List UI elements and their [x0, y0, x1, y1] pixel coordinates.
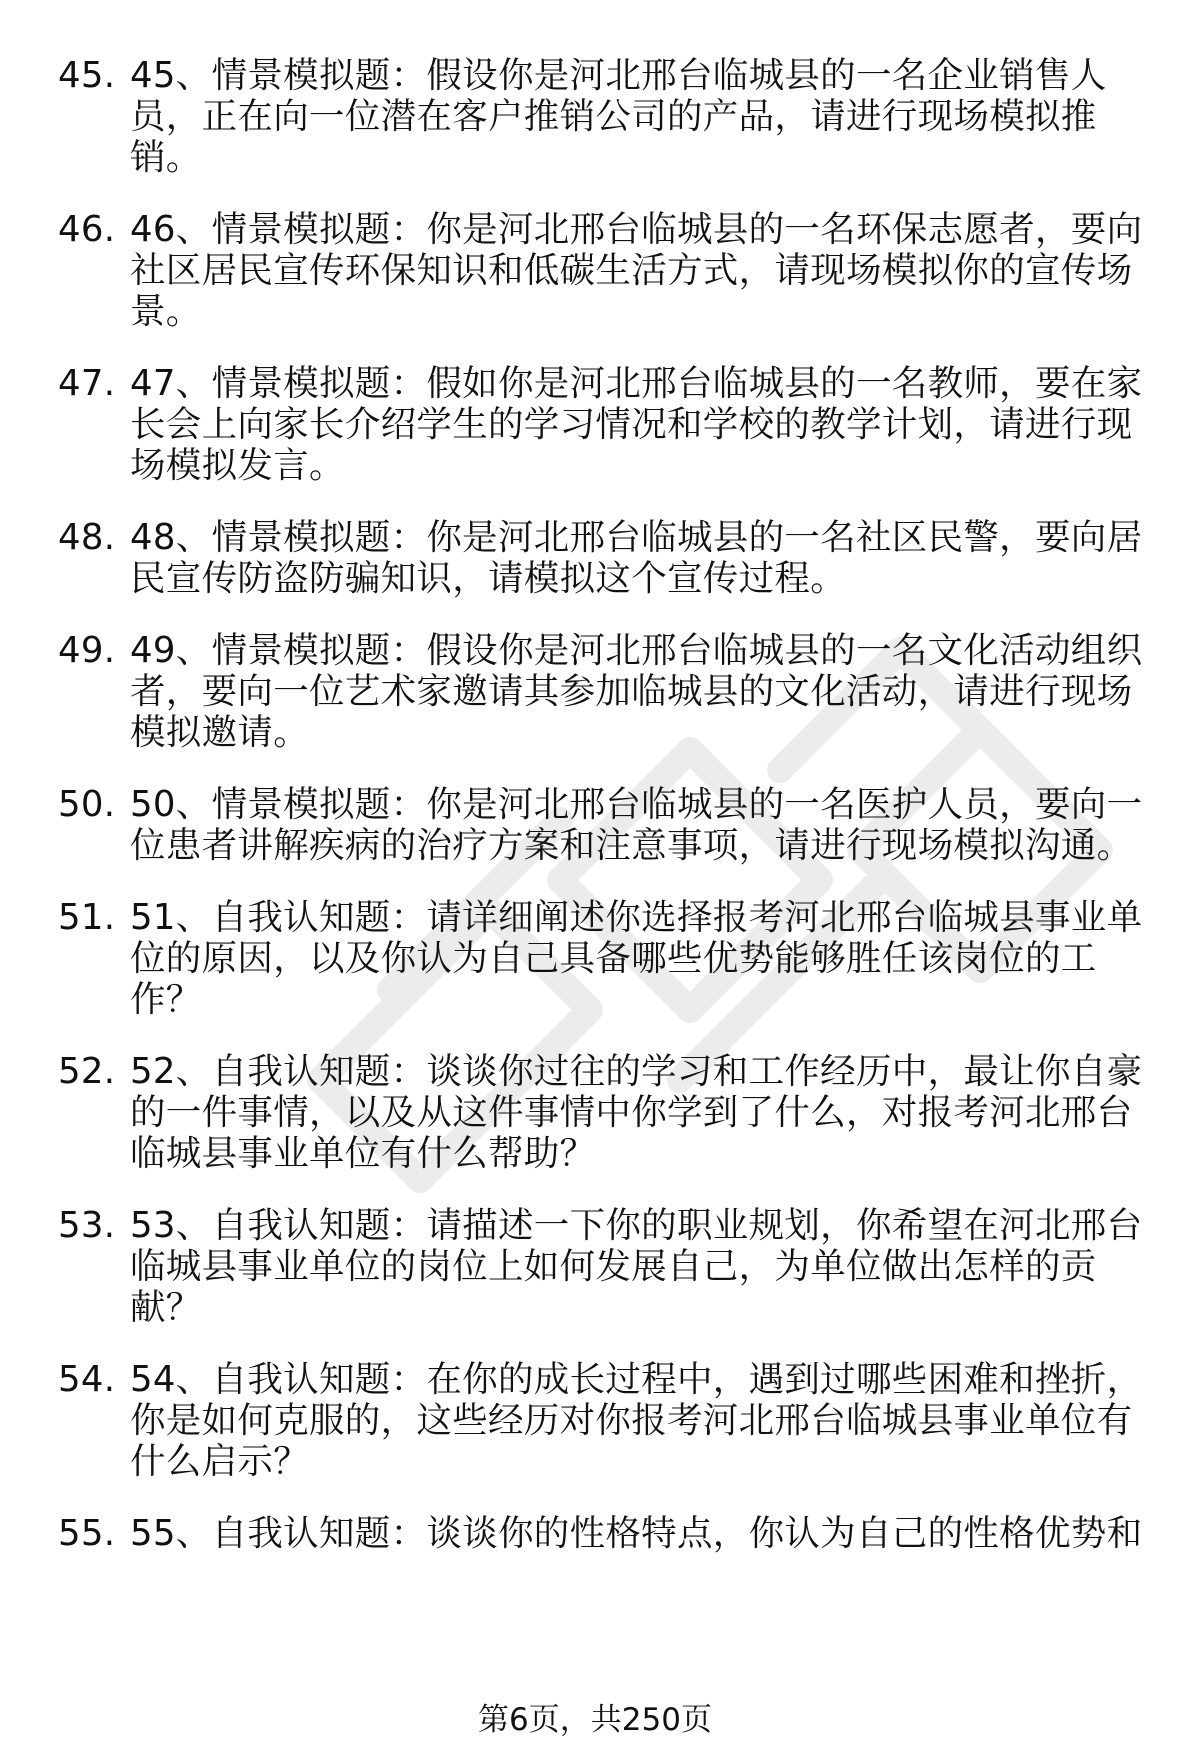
- item-number: 51.: [58, 897, 116, 938]
- list-item: [58, 897, 1148, 1020]
- item-number: 50.: [58, 784, 116, 825]
- item-number: 45.: [58, 55, 116, 96]
- item-text: 47、情景模拟题：假如你是河北邢台临城县的一名教师，要在家长会上向家长介绍学生的学习情况和学校的教学计划，请进行现场模拟发言。: [130, 363, 1143, 486]
- item-number: 53.: [58, 1205, 116, 1246]
- item-number: 54.: [58, 1359, 116, 1400]
- question-list: [58, 55, 1148, 1585]
- item-number: 48.: [58, 517, 116, 558]
- list-item: [58, 363, 1148, 486]
- list-item: [58, 1205, 1148, 1328]
- list-item: [58, 517, 1148, 599]
- item-text: 45、情景模拟题：假设你是河北邢台临城县的一名企业销售人员，正在向一位潜在客户推销公司的产品，请进行现场模拟推销。: [130, 55, 1107, 178]
- item-text: 48、情景模拟题：你是河北邢台临城县的一名社区民警，要向居民宣传防盗防骗知识，请模拟这个宣传过程。: [130, 517, 1143, 599]
- item-number: 52.: [58, 1051, 116, 1092]
- item-number: 55.: [58, 1513, 116, 1554]
- item-number: 47.: [58, 363, 116, 404]
- item-number: 46.: [58, 209, 116, 250]
- item-text: 55、自我认知题：谈谈你的性格特点，你认为自己的性格优势和: [130, 1513, 1143, 1554]
- item-text: 50、情景模拟题：你是河北邢台临城县的一名医护人员，要向一位患者讲解疾病的治疗方案和注意事项，请进行现场模拟沟通。: [130, 784, 1143, 866]
- item-text: 53、自我认知题：请描述一下你的职业规划，你希望在河北邢台临城县事业单位的岗位上如何发展自己，为单位做出怎样的贡献？: [130, 1205, 1143, 1328]
- item-text: 54、自我认知题：在你的成长过程中，遇到过哪些困难和挫折，你是如何克服的，这些经历对你报考河北邢台临城县事业单位有什么启示？: [130, 1359, 1143, 1482]
- list-item: [58, 1513, 1148, 1554]
- list-item: [58, 209, 1148, 332]
- item-text: 51、自我认知题：请详细阐述你选择报考河北邢台临城县事业单位的原因，以及你认为自己具备哪些优势能够胜任该岗位的工作？: [130, 897, 1143, 1020]
- list-item: [58, 630, 1148, 753]
- list-item: [58, 55, 1148, 178]
- list-item: [58, 1051, 1148, 1174]
- list-item: [58, 1359, 1148, 1482]
- item-number: 49.: [58, 630, 116, 671]
- page-footer: 第6页，共250页: [478, 1702, 712, 1738]
- item-text: 52、自我认知题：谈谈你过往的学习和工作经历中，最让你自豪的一件事情，以及从这件事情中你学到了什么，对报考河北邢台临城县事业单位有什么帮助？: [130, 1051, 1143, 1174]
- item-text: 46、情景模拟题：你是河北邢台临城县的一名环保志愿者，要向社区居民宣传环保知识和低碳生活方式，请现场模拟你的宣传场景。: [130, 209, 1143, 332]
- item-text: 49、情景模拟题：假设你是河北邢台临城县的一名文化活动组织者，要向一位艺术家邀请其参加临城县的文化活动，请进行现场模拟邀请。: [130, 630, 1143, 753]
- list-item: [58, 784, 1148, 866]
